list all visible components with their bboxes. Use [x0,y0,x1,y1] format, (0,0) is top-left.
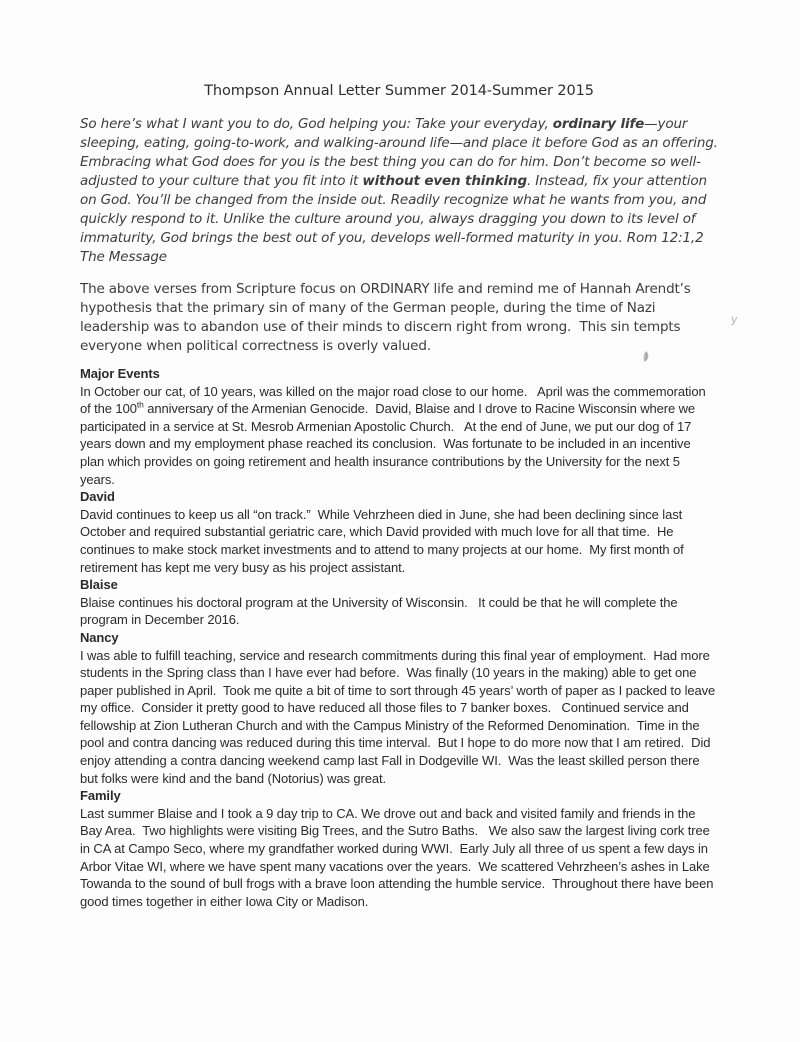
section-family [80,787,718,910]
section-heading-family: Family [80,788,121,804]
section-body-nancy: I was able to fulfill teaching, service and research commitments during this final year of employment. Had more students in the Spring class than I have ever had before. Was finally (10 years in the making) able to get one paper published in April. Took me quite a bit of time to sort through 45 years’ worth of paper as I packed to leave my office. Consider it pretty good to have reduced all those files to 7 banker boxes. Continued service and fellowship at Zion Lutheran Church and with the Campus Ministry of the Reformed Denomination. Time in the pool and contra dancing was reduced during this time interval. But I hope to do more now that I am retired. Did enjoy attending a contra dancing weekend camp last Fall in Dodgeville WI. Was the least skilled person there but folks were kind and the band (Notorius) was great. [80,647,719,786]
section-heading-david: David [80,489,115,505]
letter-sections [80,365,718,910]
section-blaise [80,576,718,629]
section-nancy [80,629,718,787]
ordinal-superscript: th [136,399,144,410]
section-heading-blaise: Blaise [80,577,118,593]
quote-bold-ordinary-life: ordinary life [552,116,645,132]
quote-segment-with-citation: . Instead, fix your attention on God. You’ll be changed from the inside out. Readily recognize what he wants from you, and quickly respond to it. Unlike the culture around you, always dragging you down to its level of immaturity, God brings the best out of you, develops well-formed maturity in you. Rom 12:1,2 The Message [80,173,712,265]
section-heading-nancy: Nancy [80,629,119,645]
smudge-mark [640,350,652,364]
quote-bold-without-even-thinking: without even thinking [362,173,528,189]
quote-segment: —your sleeping, eating, going-to-work, and walking-around life—and place it before God as an offering. Embracing what God does for you is the best thing you can do for him. Don’t become so well-adjusted to your culture that you fit into it [80,116,722,189]
intro-paragraph: The above verses from Scripture focus on ORDINARY life and remind me of Hannah Arendt’s hypothesis that the primary sin of many of the German people, during the time of Nazi leadership was to abandon use of their minds to discern right from wrong. This sin tempts everyone when political correctness is overly valued. [80,281,695,354]
section-body-family: Last summer Blaise and I took a 9 day trip to CA. We drove out and back and visited family and friends in the Bay Area. Two highlights were visiting Big Trees, and the Sutro Baths. We also saw the largest living cork tree in CA at Campo Seco, where my grandfather worked during WWI. Early July all three of us spent a few days in Arbor Vitae WI, where we have spent many vacations over the years. We scattered Vehrzheen’s ashes in Lake Towanda to the sound of bull frogs with a brave loon attending the humble service. Throughout there have been good times together in either Iowa City or Madison. [80,805,717,909]
section-body-blaise: Blaise continues his doctoral program at the University of Wisconsin. It could be that he will complete the program in December 2016. [80,594,682,628]
pen-mark: y [730,312,739,327]
body-text: In October our cat, of 10 years, was killed on the major road close to our home. April was the commemoration of the 100 [80,383,710,417]
body-text: anniversary of the Armenian Genocide. David, Blaise and I drove to Racine Wisconsin where we participated in a service at St. Mesrob Armenian Apostolic Church. At the end of June, we put our dog of 17 years down and my employment phase reached its conclusion. Was fortunate to be included in an incentive plan which provides on going retirement and health insurance contributions by the University for the next 5 years. [80,401,699,487]
section-body-major-events [80,383,718,489]
scripture-quote-paragraph [80,115,722,267]
document-title: Thompson Annual Letter Summer 2014-Summer 2015 [204,83,594,99]
section-major-events [80,365,718,488]
section-david [80,488,718,576]
section-body-david: David continues to keep us all “on track.” While Vehrzheen died in June, she had been declining since last October and required substantial geriatric care, which David provided with much love for all that time. He continues to make stock market investments and to attend to many projects at our home. My first month of retirement has kept me very busy as his project assistant. [80,506,688,575]
section-heading-major-events: Major Events [80,366,160,381]
quote-segment: So here’s what I want you to do, God helping you: Take your everyday, [80,116,553,132]
